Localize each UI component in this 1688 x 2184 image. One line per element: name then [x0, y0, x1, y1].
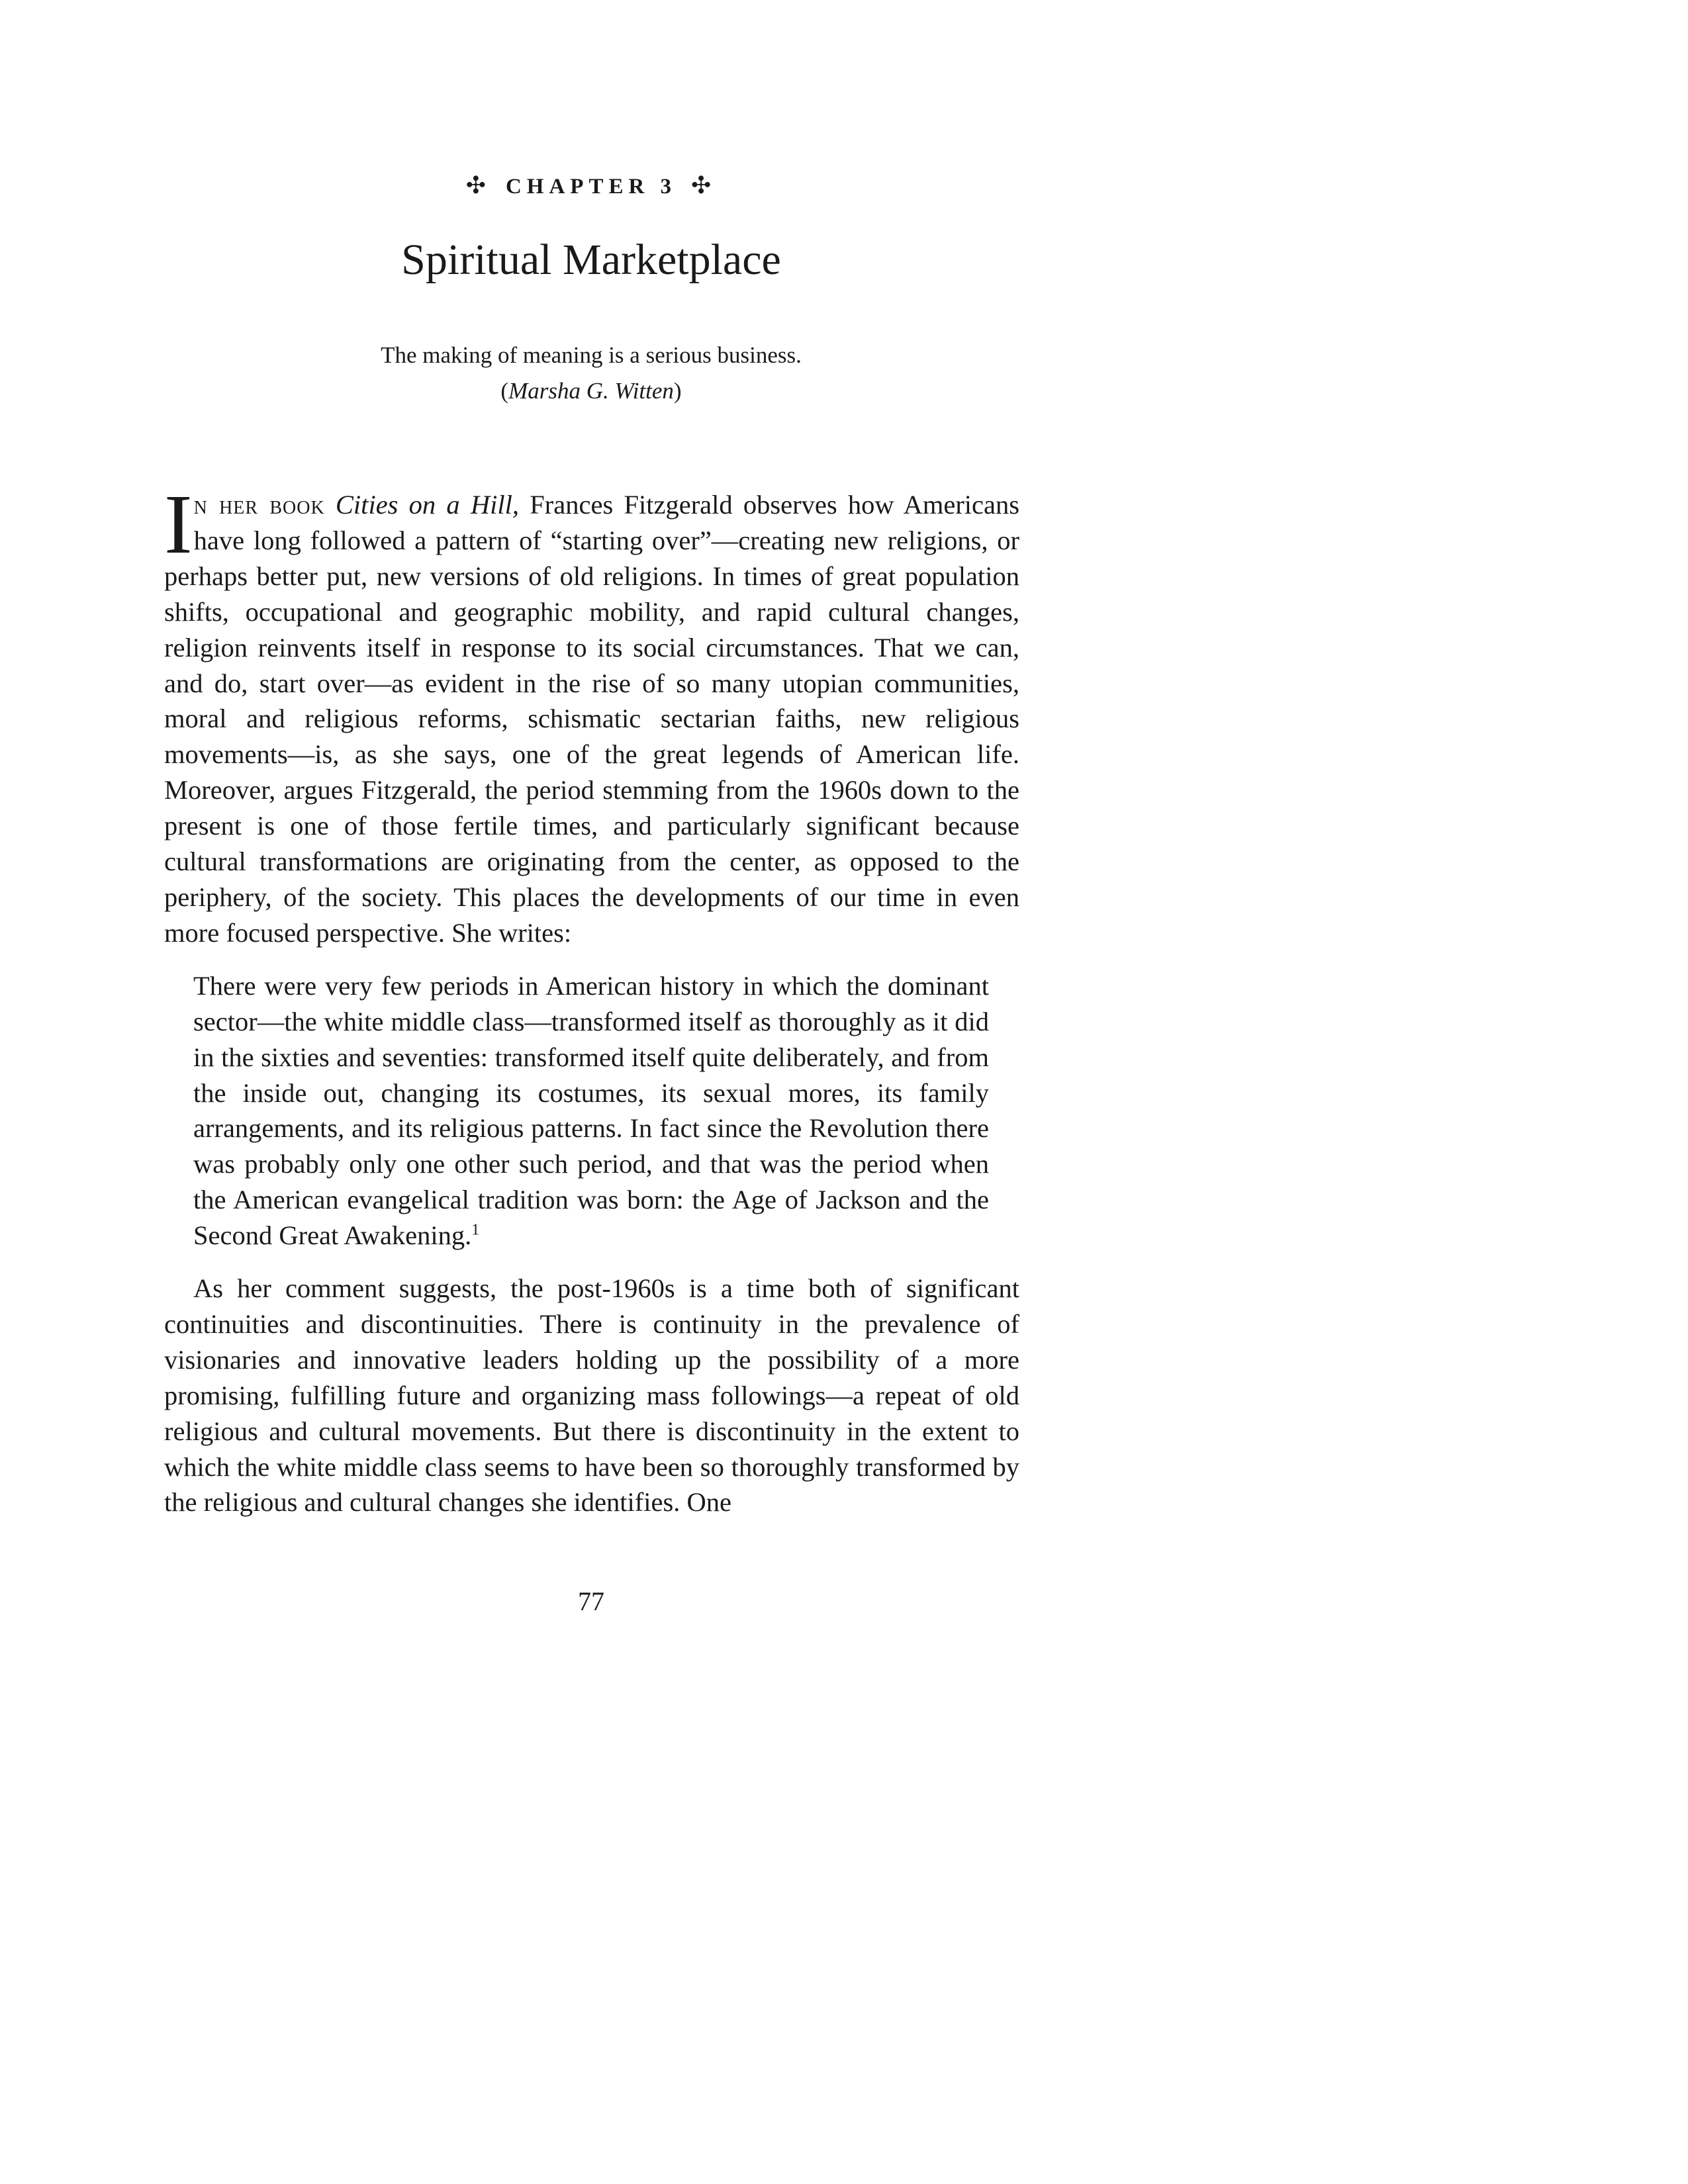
epigraph-quote: The making of meaning is a serious business. — [381, 342, 802, 368]
small-caps-opening: n her book — [193, 490, 325, 520]
epigraph-author: Marsha G. Witten — [508, 378, 674, 404]
footnote-ref: 1 — [471, 1221, 480, 1239]
ornament-left-icon: ✣ — [465, 172, 491, 199]
page-number: 77 — [578, 1586, 604, 1616]
block-quote — [193, 968, 989, 1253]
drop-cap: I — [164, 477, 193, 571]
paragraph-2: As her comment suggests, the post-1960s is a time both of significant continuities and discontinuities. There is continuity in the prevalence of visionaries and innovative leaders holding up the possibility of a more promising, fulfilling future and organizing mass followings—a repeat of old religious and cultural movements. But there is discontinuity in the extent to which the white middle class seems to have been so thoroughly transformed by the religious and cultural changes she identifies. One — [164, 1273, 1019, 1518]
paragraph-1 — [164, 477, 1020, 951]
chapter-label — [164, 173, 1018, 198]
paragraph-1-text: Frances Fitzgerald observes how Americans have long followed a pattern of “starting over”—creating new religions, or perhaps better put, new versions of old religions. In times of great population shifts, occupational and geographic mobility, and rapid cultural changes, religion reinvents itself in response to its social circumstances. That we can, and do, start over—as evident in the rise of so many utopian communities, moral and religious reforms, schismatic sectarian faiths, new religious movements—is, as she says, one of the great legends of American life. Moreover, argues Fitzgerald, the period stemming from the 1960s down to the present is one of those fertile times, and particularly significant because cultural transformations are originating from the center, as opposed to the periphery, of the society. This places the developments of our time in even more focused perspective. She writes: — [164, 490, 1020, 948]
block-quote-text: There were very few periods in American history in which the dominant sector—the white middle class—transformed itself as thoroughly as it did in the sixties and seventies: transformed itself quite deliberately, and from the inside out, changing its costumes, its sexual mores, its family arrangements, and its religious patterns. In fact since the Revolution there was probably only one other such period, and that was the period when the American evangelical tradition was born: the Age of Jackson and the Second Great Awakening. — [193, 970, 989, 1251]
ornament-right-icon: ✣ — [691, 172, 717, 199]
body-text — [164, 477, 1020, 1520]
book-title: Cities on a Hill, — [335, 490, 520, 520]
epigraph-attribution: (Marsha G. Witten) — [500, 378, 682, 404]
chapter-title: Spiritual Marketplace — [401, 236, 781, 284]
epigraph — [164, 338, 1018, 409]
chapter-number: CHAPTER 3 — [505, 175, 677, 199]
